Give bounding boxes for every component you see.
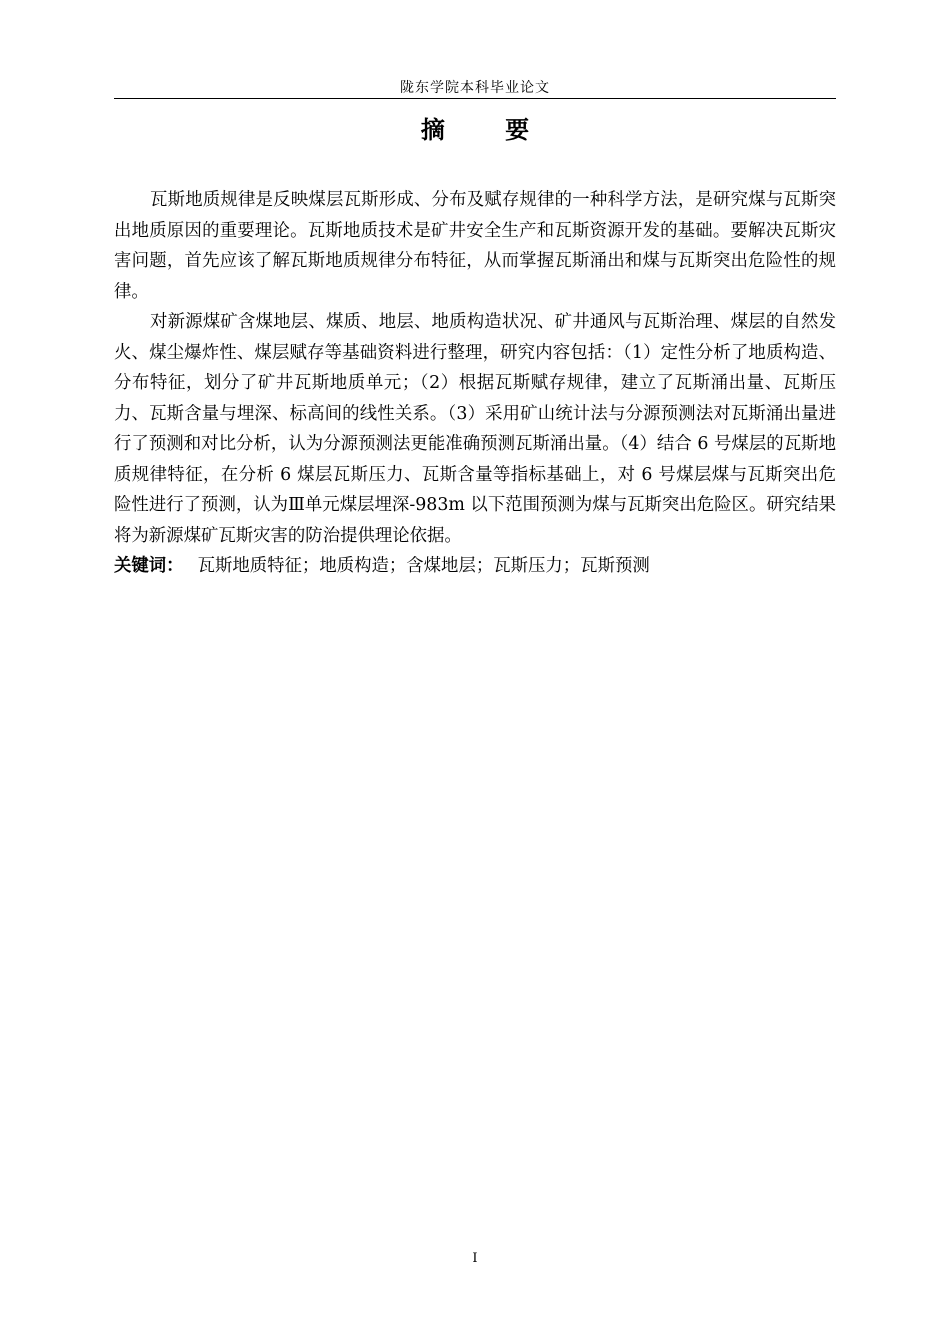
- keywords-text: 瓦斯地质特征；地质构造；含煤地层；瓦斯压力；瓦斯预测: [197, 556, 650, 576]
- running-header: 陇东学院本科毕业论文: [400, 80, 550, 96]
- abstract-body: [114, 185, 836, 582]
- header-divider: [114, 98, 836, 99]
- keywords-label: 关键词：: [114, 556, 184, 576]
- abstract-title: 摘 要: [420, 116, 556, 144]
- page-number: I: [472, 1251, 478, 1266]
- abstract-paragraph-1: 瓦斯地质规律是反映煤层瓦斯形成、分布及赋存规律的一种科学方法，是研究煤与瓦斯突出地质原因的重要理论。瓦斯地质技术是矿井安全生产和瓦斯资源开发的基础。要解决瓦斯灾害问题，首先应该了解瓦斯地质规律分布特征，从而掌握瓦斯涌出和煤与瓦斯突出危险性的规律。: [114, 190, 836, 302]
- abstract-paragraph-2: 对新源煤矿含煤地层、煤质、地层、地质构造状况、矿井通风与瓦斯治理、煤层的自然发火、煤尘爆炸性、煤层赋存等基础资料进行整理，研究内容包括：（1）定性分析了地质构造、分布特征，划分了矿井瓦斯地质单元；（2）根据瓦斯赋存规律，建立了瓦斯涌出量、瓦斯压力、瓦斯含量与埋深、标高间的线性关系。（3）采用矿山统计法与分源预测法对瓦斯涌出量进行了预测和对比分析，认为分源预测法更能准确预测瓦斯涌出量。（4）结合 6 号煤层的瓦斯地质规律特征，在分析 6 煤层瓦斯压力、瓦斯含量等指标基础上，对 6 号煤层煤与瓦斯突出危险性进行了预测，认为Ⅲ单元煤层埋深-983m 以下范围预测为煤与瓦斯突出危险区。研究结果将为新源煤矿瓦斯灾害的防治提供理论依据。: [114, 312, 836, 546]
- keywords-line: [114, 551, 836, 582]
